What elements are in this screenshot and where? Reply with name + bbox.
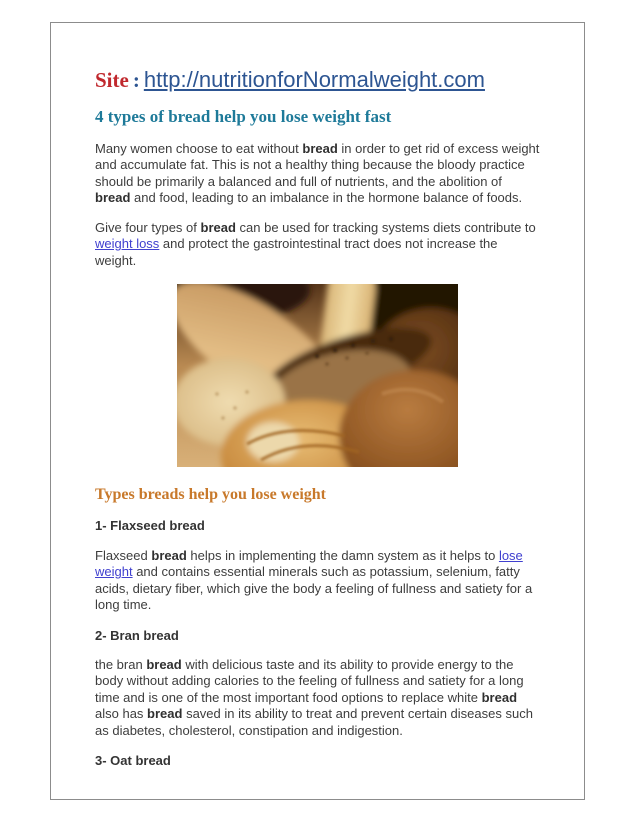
text-segment: bread xyxy=(200,219,236,235)
section-title: Types breads help you lose weight xyxy=(95,486,326,504)
subheading-bran-bread: 2- Bran bread xyxy=(95,627,179,643)
text-segment: helps in implementing the damn system as it helps to xyxy=(186,547,499,563)
text-segment: with delicious taste and its ability to provide energy to the body without adding calories to the feeling of fullness and satiety for a long time and is one of the most important food options to replace white xyxy=(95,656,524,705)
site-header xyxy=(95,67,540,92)
site-label: Site xyxy=(95,68,129,92)
subheading-flaxseed-bread: 1- Flaxseed bread xyxy=(95,518,205,534)
text-segment: also has xyxy=(95,706,148,722)
text-segment: Flaxseed xyxy=(95,547,152,563)
site-url-link[interactable]: http://nutritionforNormalweight.com xyxy=(143,67,485,92)
article-title: 4 types of bread help you lose weight fast xyxy=(95,107,392,127)
document-page xyxy=(50,22,585,800)
text-segment: bread xyxy=(481,689,518,705)
paragraph-overview xyxy=(95,220,540,270)
site-separator: : xyxy=(132,68,140,92)
paragraph-flaxseed-bread xyxy=(95,548,540,614)
text-segment: bread xyxy=(302,140,338,156)
text-segment: and protect the gastrointestinal tract does not increase the weight. xyxy=(95,236,498,268)
paragraph-bran-bread xyxy=(95,657,540,740)
lose-weight-link[interactable]: lose weight xyxy=(95,547,523,580)
text-segment: the bran xyxy=(95,656,147,672)
text-segment: bread xyxy=(151,547,187,563)
text-segment: and food, leading to an imbalance in the hormone balance of foods. xyxy=(130,190,523,206)
photo-container xyxy=(95,284,540,467)
bread-photo xyxy=(177,284,458,467)
text-segment: Give four types of xyxy=(95,219,201,235)
paragraph-intro xyxy=(95,141,540,207)
text-segment: bread xyxy=(95,190,131,206)
text-segment: bread xyxy=(147,706,183,722)
weight-loss-link[interactable]: weight loss xyxy=(95,236,160,252)
text-segment: Many women choose to eat without xyxy=(95,140,303,156)
text-segment: can be used for tracking systems diets contribute to xyxy=(235,219,536,235)
text-segment: saved in its ability to treat and prevent certain diseases such as diabetes, cholesterol, constipation and indigestion. xyxy=(95,706,533,738)
text-segment: in order to get rid of excess weight and accumulate fat. This is not a healthy thing because the bloody practice should be primarily a balanced and full of nutrients, and the abolition of xyxy=(95,140,540,189)
text-segment: bread xyxy=(146,656,182,672)
text-segment: and contains essential minerals such as potassium, selenium, fatty acids, dietary fiber, which give the body a feeling of fullness and satiety for a long time. xyxy=(95,564,533,613)
subheading-oat-bread: 3- Oat bread xyxy=(95,753,171,769)
